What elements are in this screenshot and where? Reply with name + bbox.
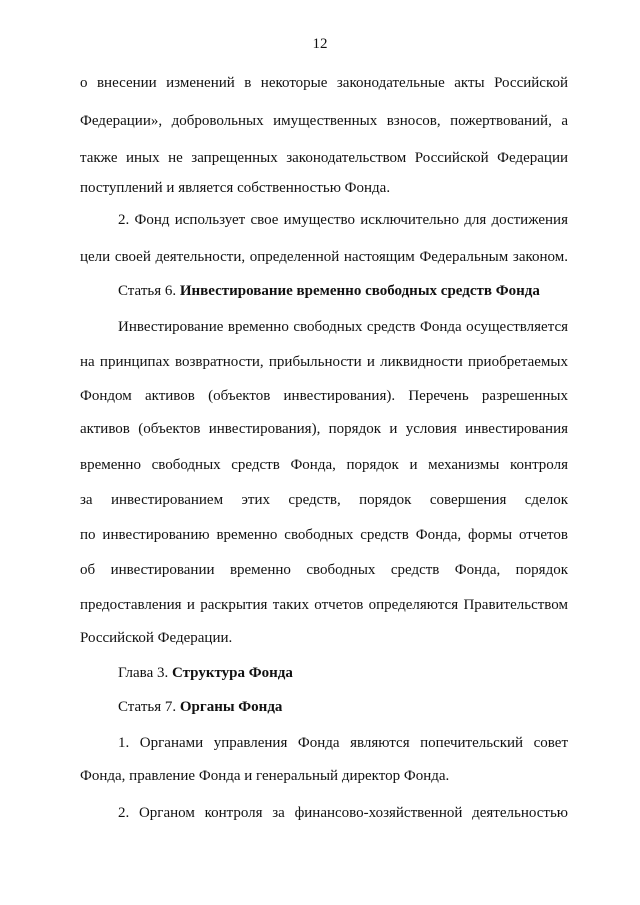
article-title: Органы Фонда [179,699,283,715]
text-line: на принципах возвратности, прибыльности и ликвидности приобретаемых [80,354,568,370]
text-line: по инвестированию временно свободных средств Фонда, формы отчетов [80,527,568,543]
text-line: Российской Федерации. [80,630,233,646]
text-line: Фондом активов (объектов инвестирования). Перечень разрешенных [80,388,568,404]
text-line: Инвестирование временно свободных средств Фонда осуществляется [118,319,568,335]
chapter-title: Структура Фонда [171,665,293,681]
text-line: Федерации», добровольных имущественных взносов, пожертвований, а [80,113,568,129]
article-6-heading [118,282,568,300]
text-line: активов (объектов инвестирования), порядок и условия инвестирования [80,421,568,437]
chapter-3-heading [118,664,568,682]
text-line: за инвестированием этих средств, порядок совершения сделок [80,492,568,508]
text-line: предоставления и раскрытия таких отчетов определяются Правительством [80,597,568,613]
text-line: об инвестировании временно свободных средств Фонда, порядок [80,562,568,578]
text-line: также иных не запрещенных законодательством Российской Федерации [80,150,568,166]
text-line: 1. Органами управления Фонда являются попечительский совет [118,735,568,751]
text-line: о внесении изменений в некоторые законодательные акты Российской [80,75,568,91]
chapter-label: Глава 3. [118,665,169,681]
text-line: поступлений и является собственностью Фонда. [80,180,391,196]
text-line: 2. Органом контроля за финансово-хозяйственной деятельностью [118,805,568,821]
article-label: Статья 7. [118,699,177,715]
article-label: Статья 6. [118,283,177,299]
text-line: 2. Фонд использует свое имущество исключительно для достижения [118,212,568,228]
page-number: 12 [312,36,328,52]
text-line: временно свободных средств Фонда, порядок и механизмы контроля [80,457,568,473]
article-title: Инвестирование временно свободных средств Фонда [179,283,540,299]
article-7-heading [118,698,568,716]
text-line: цели своей деятельности, определенной настоящим Федеральным законом. [80,249,568,265]
text-line: Фонда, правление Фонда и генеральный директор Фонда. [80,768,450,784]
